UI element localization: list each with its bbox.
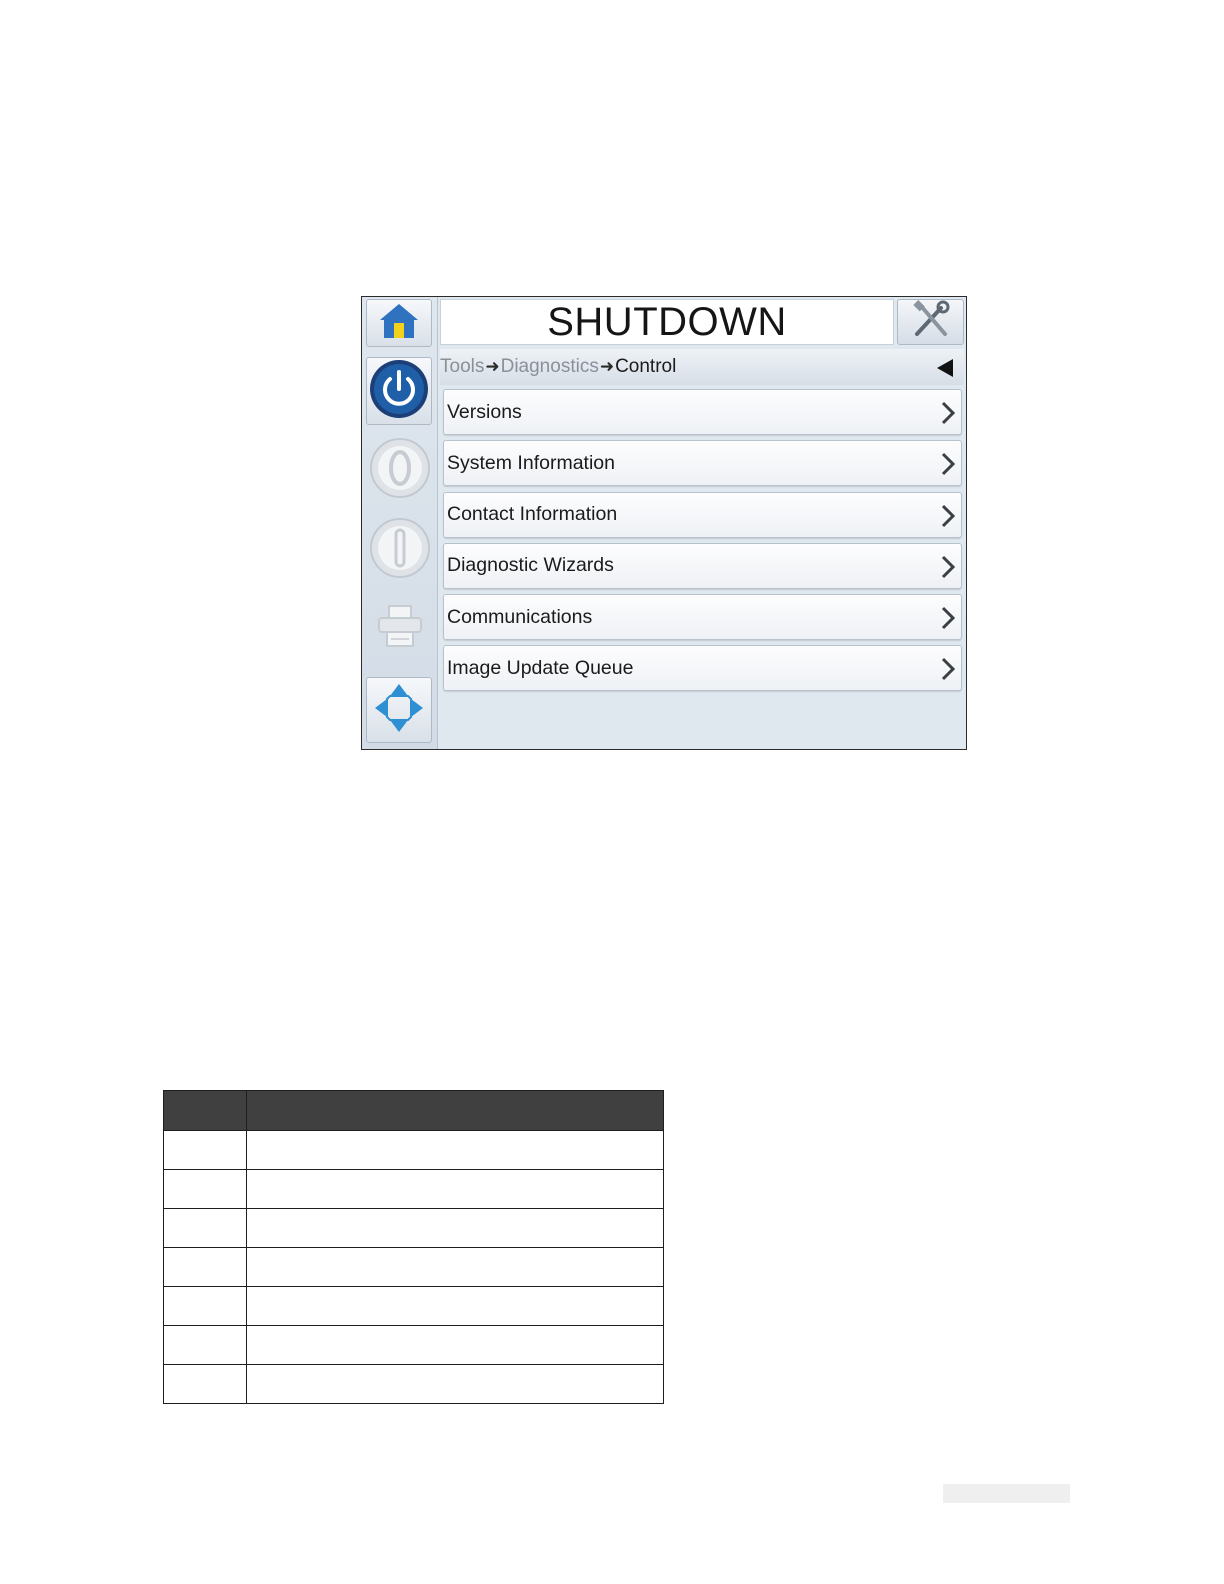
menu-item-system-information[interactable] bbox=[443, 440, 962, 486]
tools-button[interactable] bbox=[897, 299, 964, 345]
table-cell bbox=[164, 1170, 247, 1209]
page-title: SHUTDOWN bbox=[547, 299, 787, 344]
menu-item-label: Contact Information bbox=[447, 503, 618, 526]
jet-stop-icon bbox=[369, 517, 431, 584]
print-button[interactable] bbox=[362, 601, 437, 657]
menu-item-label: Diagnostic Wizards bbox=[447, 554, 614, 577]
back-arrow-icon[interactable] bbox=[936, 358, 954, 384]
table-header-row bbox=[164, 1091, 664, 1131]
chevron-right-icon bbox=[941, 555, 955, 584]
chevron-right-icon bbox=[941, 504, 955, 533]
breadcrumb bbox=[440, 349, 964, 385]
jet-start-button[interactable] bbox=[362, 437, 437, 503]
menu-item-label: Image Update Queue bbox=[447, 656, 634, 679]
menu-item-label: Versions bbox=[447, 400, 522, 423]
print-icon bbox=[375, 602, 425, 657]
table-cell bbox=[247, 1209, 664, 1248]
menu-item-contact-information[interactable] bbox=[443, 492, 962, 538]
table-cell bbox=[247, 1170, 664, 1209]
footer-placeholder bbox=[943, 1484, 1070, 1503]
home-button[interactable] bbox=[366, 299, 432, 347]
navigation-arrows-icon bbox=[373, 682, 425, 739]
table-row bbox=[164, 1365, 664, 1404]
table-cell bbox=[164, 1248, 247, 1287]
breadcrumb-separator: ➜ bbox=[485, 357, 500, 376]
jet-stop-button[interactable] bbox=[362, 517, 437, 583]
menu-item-versions[interactable] bbox=[443, 389, 962, 435]
tools-icon bbox=[909, 300, 953, 345]
table-row bbox=[164, 1170, 664, 1209]
table-row bbox=[164, 1209, 664, 1248]
breadcrumb-separator: ➜ bbox=[599, 357, 615, 376]
navigation-button[interactable] bbox=[366, 677, 432, 743]
table-cell bbox=[164, 1209, 247, 1248]
menu-item-communications[interactable] bbox=[443, 594, 962, 640]
chevron-right-icon bbox=[941, 657, 955, 686]
table-cell bbox=[164, 1287, 247, 1326]
menu-item-image-update-queue[interactable] bbox=[443, 645, 962, 691]
power-icon bbox=[368, 358, 430, 425]
breadcrumb-control: Control bbox=[615, 356, 677, 377]
table-cell bbox=[247, 1326, 664, 1365]
screen-header bbox=[440, 299, 894, 345]
table-cell bbox=[164, 1326, 247, 1365]
chevron-right-icon bbox=[941, 606, 955, 635]
table-row bbox=[164, 1131, 664, 1170]
menu-item-label: Communications bbox=[447, 605, 593, 628]
table-header-cell bbox=[164, 1091, 247, 1131]
chevron-right-icon bbox=[941, 401, 955, 430]
table-header-cell bbox=[247, 1091, 664, 1131]
breadcrumb-diagnostics[interactable]: Diagnostics bbox=[500, 356, 599, 377]
table-cell bbox=[247, 1131, 664, 1170]
power-button[interactable] bbox=[366, 357, 432, 425]
left-sidebar bbox=[362, 297, 438, 749]
table-row bbox=[164, 1326, 664, 1365]
diagnostics-menu bbox=[443, 389, 962, 697]
home-icon bbox=[378, 302, 420, 345]
jet-start-icon bbox=[369, 437, 431, 504]
device-screen bbox=[361, 296, 967, 750]
table-cell bbox=[247, 1365, 664, 1404]
table-cell bbox=[247, 1287, 664, 1326]
breadcrumb-tools[interactable]: Tools bbox=[440, 356, 485, 377]
chevron-right-icon bbox=[941, 452, 955, 481]
menu-item-diagnostic-wizards[interactable] bbox=[443, 543, 962, 589]
table-cell bbox=[247, 1248, 664, 1287]
menu-item-label: System Information bbox=[447, 451, 615, 474]
table-row bbox=[164, 1248, 664, 1287]
table-cell bbox=[164, 1365, 247, 1404]
table-cell bbox=[164, 1131, 247, 1170]
reference-table bbox=[163, 1090, 664, 1404]
table-row bbox=[164, 1287, 664, 1326]
